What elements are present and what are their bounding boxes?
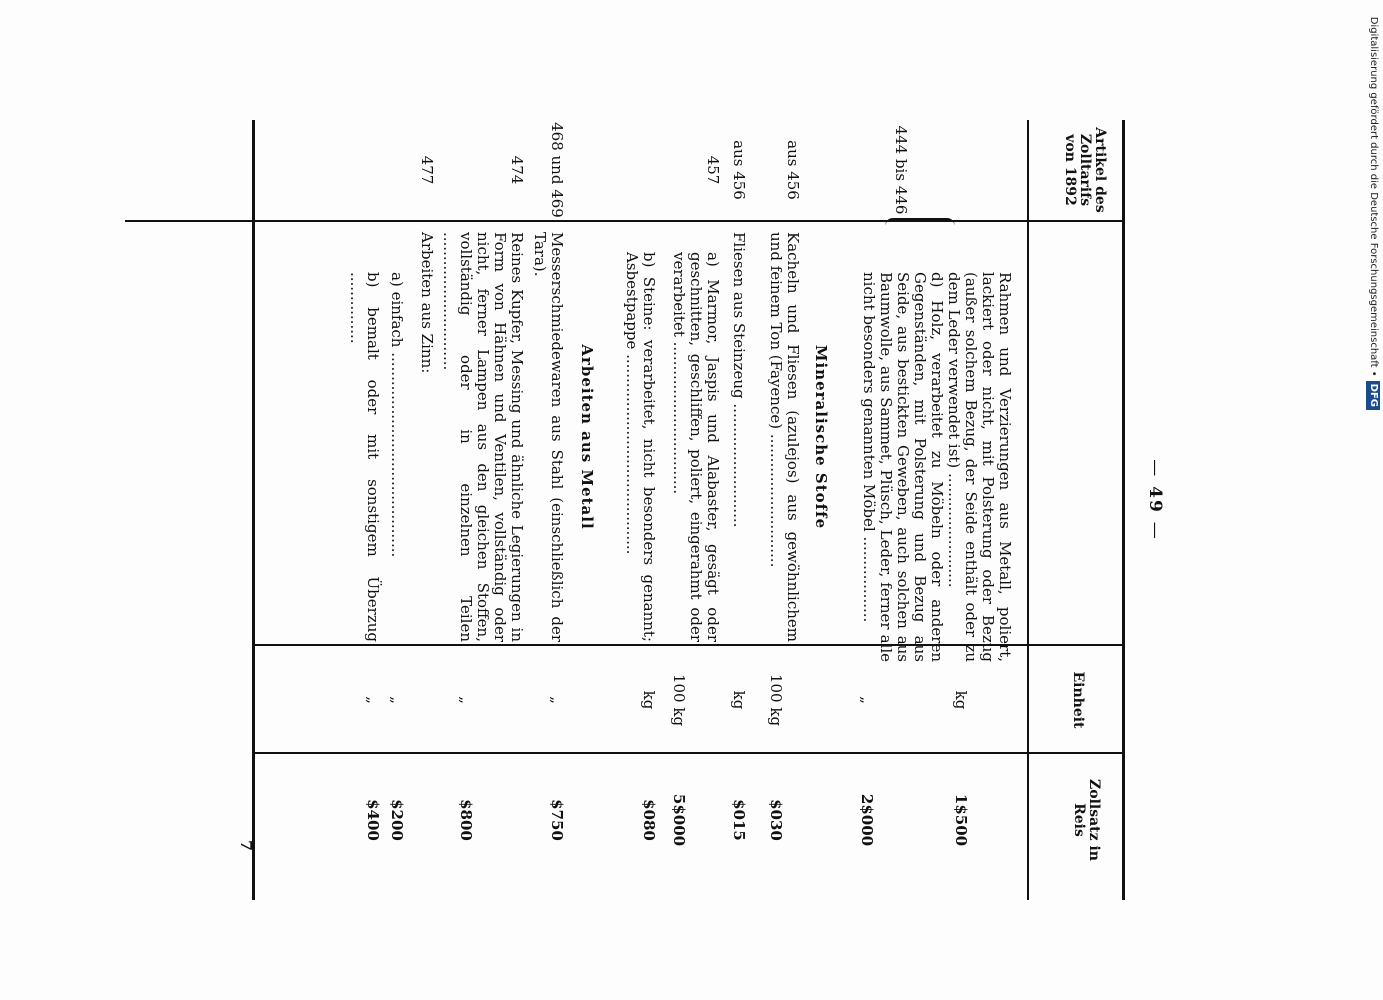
digitization-credit [1363,10,1383,410]
row-rate: 2$000 [858,793,876,847]
row-unit: kg [640,690,658,710]
row-unit: kg [730,690,748,710]
row-rate: $030 [767,799,785,841]
row-rate: $080 [640,799,658,841]
row-unit: „ [548,696,566,704]
header-article: Artikel des Zolltarifs von 1892 [1062,127,1108,213]
row-article: 444 bis 446 [892,125,910,215]
row-rate: $015 [730,799,748,841]
row-description: Fliesen aus Steinzeug .......................... [730,232,748,528]
table-top-rule [1122,120,1125,900]
row-rate: $200 [388,799,406,841]
row-rate: 1$500 [952,793,970,847]
row-rate: $750 [548,799,566,841]
page-number-dash-right: — [1145,521,1165,541]
column-rule-article [125,220,1125,222]
signature-mark: 7 [237,840,256,852]
row-article: 474 [508,155,526,185]
column-rule-unit [255,752,1125,754]
row-description: Arbeiten aus Zinn: [418,232,436,374]
section-title-metal: Arbeiten aus Metall [578,344,596,530]
row-description: b) Steine: verarbeitet, nicht besonders genannt; Asbestpappe .......................................... [623,252,658,642]
rotated-page-content [125,100,1165,900]
row-unit: „ [364,696,382,704]
header-bottom-rule [1027,120,1029,900]
row-article: 457 [704,155,722,185]
row-article: aus 456 [784,140,802,200]
row-description: d) Holz, verarbeitet zu Möbeln oder anderen Gegenständen, mit Polsterung und Bezug aus Seide, aus bestickten Geweben, auch solchen aus Baumwolle, aus Sammet, Plüsch, Leder, ferner alle nicht besonders genannten Möbel .................. [860,272,946,662]
row-description: a) einfach ........................................... [388,272,406,558]
row-rate: $400 [364,799,382,841]
table-bottom-rule [252,120,255,900]
row-article: 477 [418,155,436,185]
header-rate: Zollsatz in Reis [1071,779,1102,861]
page-number [1146,440,1163,560]
row-unit: „ [388,696,406,704]
row-unit: kg [952,690,970,710]
row-description: Rahmen und Verzierungen aus Metall, poliert, lackiert oder nicht, mit Polsterung oder Bezug (außer solchem Bezug, der Seide enthält oder zu dem Leder verwendet ist) ........................ [945,272,1014,662]
row-unit: „ [457,696,475,704]
header-unit: Einheit [1070,671,1086,729]
row-unit: „ [858,696,876,704]
row-unit: 100 kg [767,673,785,727]
row-article: 468 und 469 [548,122,566,218]
row-description: Reines Kupfer, Messing und ähnliche Legierungen in Form von Hähnen und Ventilen, vollständig oder nicht, ferner Lampen aus den gleichen Stoffen, vollständig oder in einzelnen Teilen ............................. [440,232,526,642]
section-title-mineral: Mineralische Stoffe [812,344,830,530]
row-rate: $800 [457,799,475,841]
page-number-value: 49 [1145,486,1165,514]
credit-text: Digitalisierung gefördert durch die Deutsche Forschungsgemeinschaft • [1368,16,1379,377]
row-description: a) Marmor, Jaspis und Alabaster, gesägt oder geschnitten, geschliffen, poliert, eingerahmt oder verarbeitet ................................ [670,252,722,642]
row-unit: 100 kg [670,673,688,727]
row-description: b) bemalt oder mit sonstigem Überzug ............... [347,272,382,642]
row-description: Messerschmiedewaren aus Stahl (einschließlich der Tara). [531,232,566,642]
row-description: Kacheln und Fliesen (azulejos) aus gewöhnlichem und feinem Ton (Fayence) ............................ [767,232,802,642]
dfg-logo: DFG [1366,381,1380,410]
row-rate: 5$000 [670,793,688,847]
row-article: aus 456 [730,140,748,200]
page-number-dash-left: — [1145,459,1165,479]
